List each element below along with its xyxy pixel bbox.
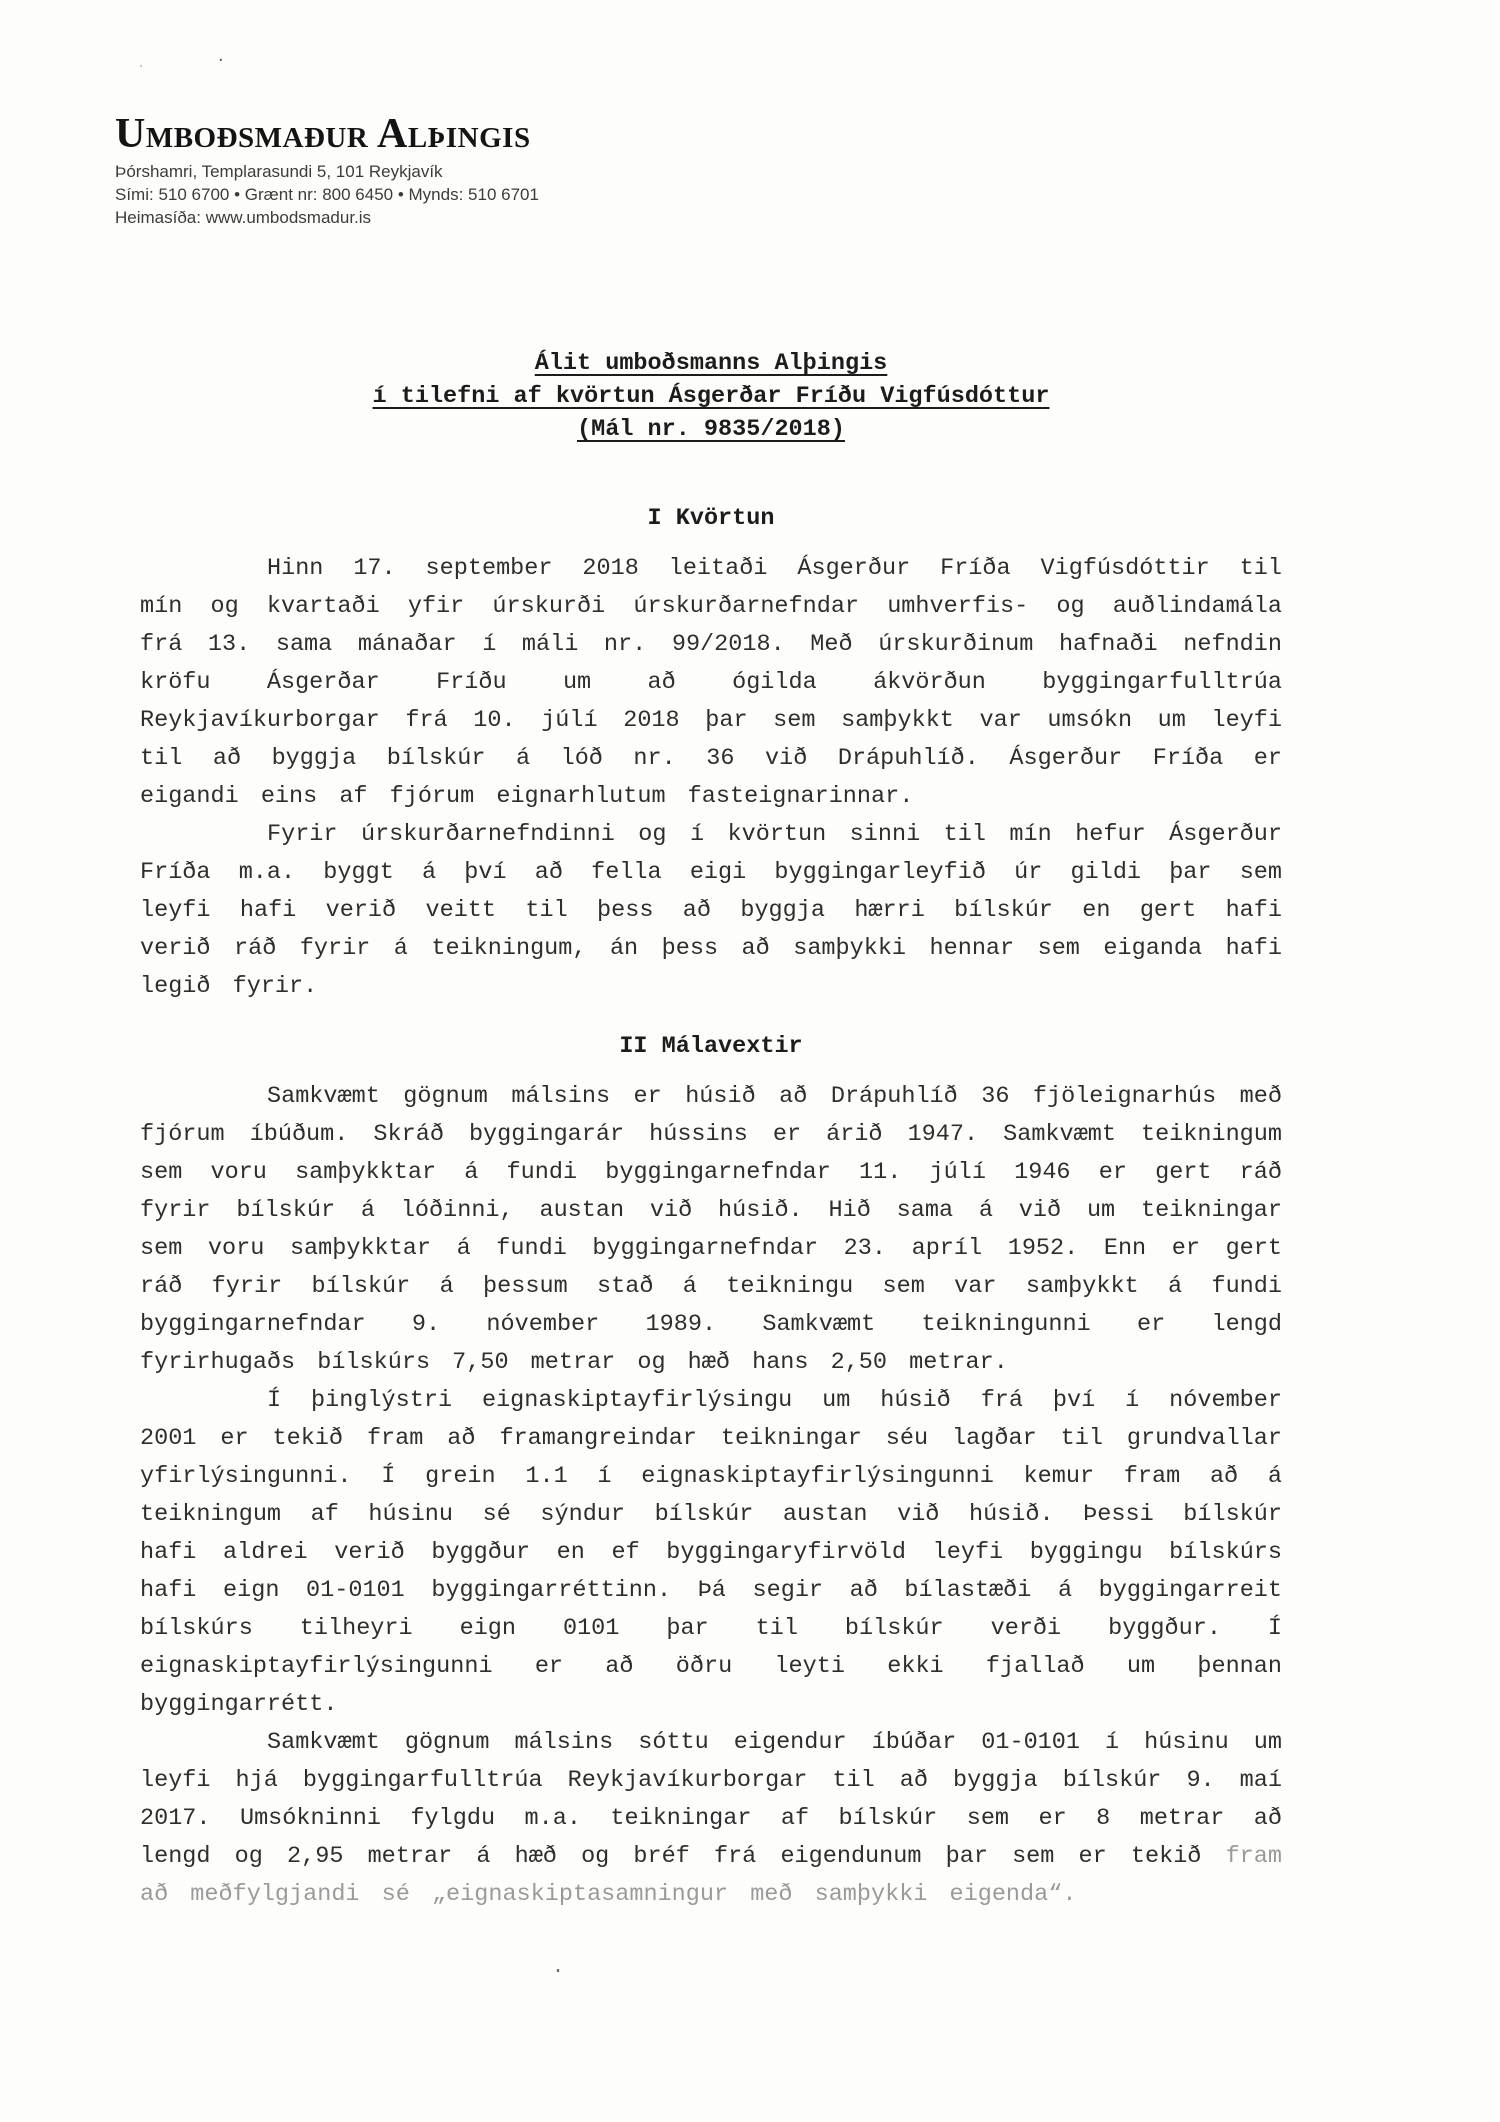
section-heading-i: I Kvörtun: [647, 505, 775, 532]
paragraph: Í þinglýstri eignaskiptayfirlýsingu um húsið frá því í nóvember 2001 er tekið fram að framangreindar teikningar séu lagðar til grundvallar yfirlýsingunni. Í grein 1.1 í eignaskiptayfirlýsingunni kemur fram að á teikningum af húsinu sé sýndur bílskúr austan við húsið. Þessi bílskúr hafi aldrei verið byggður en ef byggingaryfirvöld leyfi byggingu bílskúrs hafi eign 01-0101 byggingarréttinn. Þá segir að bílastæði á byggingarreit bílskúrs tilheyri eign 0101 þar til bílskúr verði byggður. Í eignaskiptayfirlýsingunni er að öðru leyti ekki fjallað um þennan byggingarrétt.: [140, 1387, 1282, 1718]
paragraph: Samkvæmt gögnum málsins er húsið að Drápuhlíð 36 fjöleignarhús með fjórum íbúðum. Skráð byggingarár hússins er árið 1947. Samkvæmt teikningum sem voru samþykktar á fundi byggingarnefndar 11. júlí 1946 er gert ráð fyrir bílskúr á lóðinni, austan við húsið. Hið sama á við um teikningar sem voru samþykktar á fundi byggingarnefndar 23. apríl 1952. Enn er gert ráð fyrir bílskúr á þessum stað á teikningu sem var samþykkt á fundi byggingarnefndar 9. nóvember 1989. Samkvæmt teikningunni er lengd fyrirhugaðs bílskúrs 7,50 metrar og hæð hans 2,50 metrar.: [140, 1083, 1282, 1376]
scan-artifact-dot: ·: [216, 51, 226, 69]
scan-artifact-dot: .: [137, 56, 146, 72]
section-heading-ii: II Málavextir: [619, 1033, 803, 1060]
letterhead-address: Þórshamri, Templarasundi 5, 101 Reykjavík: [115, 162, 443, 181]
paragraph: [140, 1724, 1282, 1914]
title-line-1: Álit umboðsmanns Alþingis: [534, 350, 888, 377]
organization-name: Umboðsmaður Alþingis: [115, 111, 531, 157]
letterhead-website: Heimasíða: www.umbodsmadur.is: [115, 208, 372, 227]
document-title: [140, 347, 1282, 446]
letterhead-phone: Sími: 510 6700 • Grænt nr: 800 6450 • Mynds: 510 6701: [115, 185, 539, 204]
section-kvortun: [140, 504, 1282, 1006]
faded-scan-text: fram að meðfylgjandi sé „eignaskiptasamningur með samþykki eigenda“.: [140, 1843, 1282, 1908]
title-line-2: í tilefni af kvörtun Ásgerðar Fríðu Vigfúsdóttur: [372, 383, 1050, 410]
paragraph: Fyrir úrskurðarnefndinni og í kvörtun sinni til mín hefur Ásgerður Fríða m.a. byggt á því að fella eigi byggingarleyfið úr gildi þar sem leyfi hafi verið veitt til þess að byggja hærri bílskúr en gert hafi verið ráð fyrir á teikningum, án þess að samþykki hennar sem eiganda hafi legið fyrir.: [140, 821, 1282, 1000]
letterhead: [115, 112, 1500, 229]
title-line-3: (Mál nr. 9835/2018): [577, 416, 845, 443]
paragraph-text: Samkvæmt gögnum málsins sóttu eigendur íbúðar 01-0101 í húsinu um leyfi hjá byggingarfulltrúa Reykjavíkurborgar til að byggja bílskúr 9. maí 2017. Umsókninni fylgdu m.a. teikningar af bílskúr sem er 8 metrar að lengd og 2,95 metrar á hæð og bréf frá eigendunum þar sem er tekið: [140, 1729, 1282, 1870]
section-malavextir: [140, 1032, 1282, 1914]
scan-artifact-dot: .: [552, 1956, 565, 1979]
document-body: [140, 347, 1282, 1914]
paragraph: Hinn 17. september 2018 leitaði Ásgerður Fríða Vigfúsdóttir til mín og kvartaði yfir úrskurði úrskurðarnefndar umhverfis- og auðlindamála frá 13. sama mánaðar í máli nr. 99/2018. Með úrskurðinum hafnaði nefndin kröfu Ásgerðar Fríðu um að ógilda ákvörðun byggingarfulltrúa Reykjavíkurborgar frá 10. júlí 2018 þar sem samþykkt var umsókn um leyfi til að byggja bílskúr á lóð nr. 36 við Drápuhlíð. Ásgerður Fríða er eigandi eins af fjórum eignarhlutum fasteignarinnar.: [140, 555, 1282, 810]
